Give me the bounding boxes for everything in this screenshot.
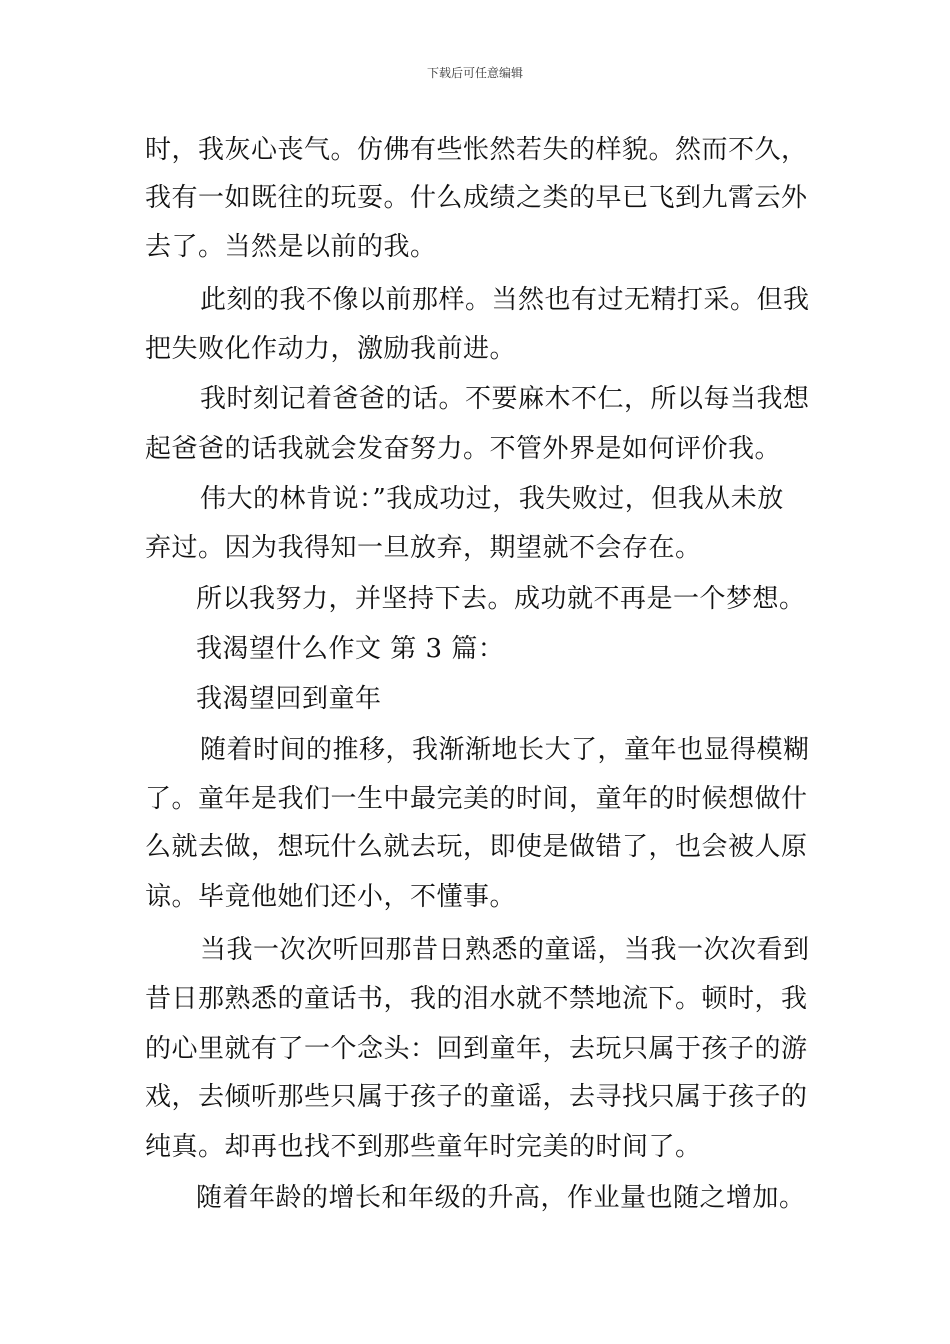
- article-title: 我渴望回到童年: [196, 684, 382, 714]
- text-line: 纯真。却再也找不到那些童年时完美的时间了。: [145, 1132, 702, 1162]
- text-line: 起爸爸的话我就会发奋努力。不管外界是如何评价我。: [145, 434, 782, 464]
- text-line: 随着年龄的增长和年级的升高，作业量也随之增加。: [196, 1183, 806, 1213]
- text-line: 当我一次次听回那昔日熟悉的童谣，当我一次次看到: [200, 935, 810, 965]
- text-line: 么就去做，想玩什么就去玩，即使是做错了，也会被人原: [145, 832, 808, 862]
- text-line: 昔日那熟悉的童话书，我的泪水就不禁地流下。顿时，我: [145, 984, 808, 1014]
- text-line: 把失败化作动力，激励我前进。: [145, 334, 517, 364]
- text-line: 时，我灰心丧气。仿佛有些怅然若失的样貌。然而不久，: [145, 135, 808, 165]
- text-line: 的心里就有了一个念头：回到童年，去玩只属于孩子的游: [145, 1034, 808, 1064]
- text-line: 我时刻记着爸爸的话。不要麻木不仁，所以每当我想: [200, 384, 810, 414]
- text-line: 我有一如既往的玩耍。什么成绩之类的早已飞到九霄云外: [145, 183, 808, 213]
- text-line: 随着时间的推移，我渐渐地长大了，童年也显得模糊: [200, 735, 810, 765]
- text-line: 所以我努力，并坚持下去。成功就不再是一个梦想。: [196, 584, 806, 614]
- text-line: 谅。毕竟他她们还小，不懂事。: [145, 882, 517, 912]
- text-line: 了。童年是我们一生中最完美的时间，童年的时候想做什: [145, 784, 808, 814]
- section-title: 我渴望什么作文 第 3 篇：: [196, 634, 505, 664]
- text-line: 戏，去倾听那些只属于孩子的童谣，去寻找只属于孩子的: [145, 1082, 808, 1112]
- page-header: 下载后可任意编辑: [426, 66, 523, 80]
- text-line: 弃过。因为我得知一旦放弃，期望就不会存在。: [145, 533, 702, 563]
- text-line: 去了。当然是以前的我。: [145, 232, 437, 262]
- text-line: 伟大的林肯说：”我成功过，我失败过，但我从未放: [200, 484, 784, 514]
- text-line: 此刻的我不像以前那样。当然也有过无精打采。但我: [200, 285, 810, 315]
